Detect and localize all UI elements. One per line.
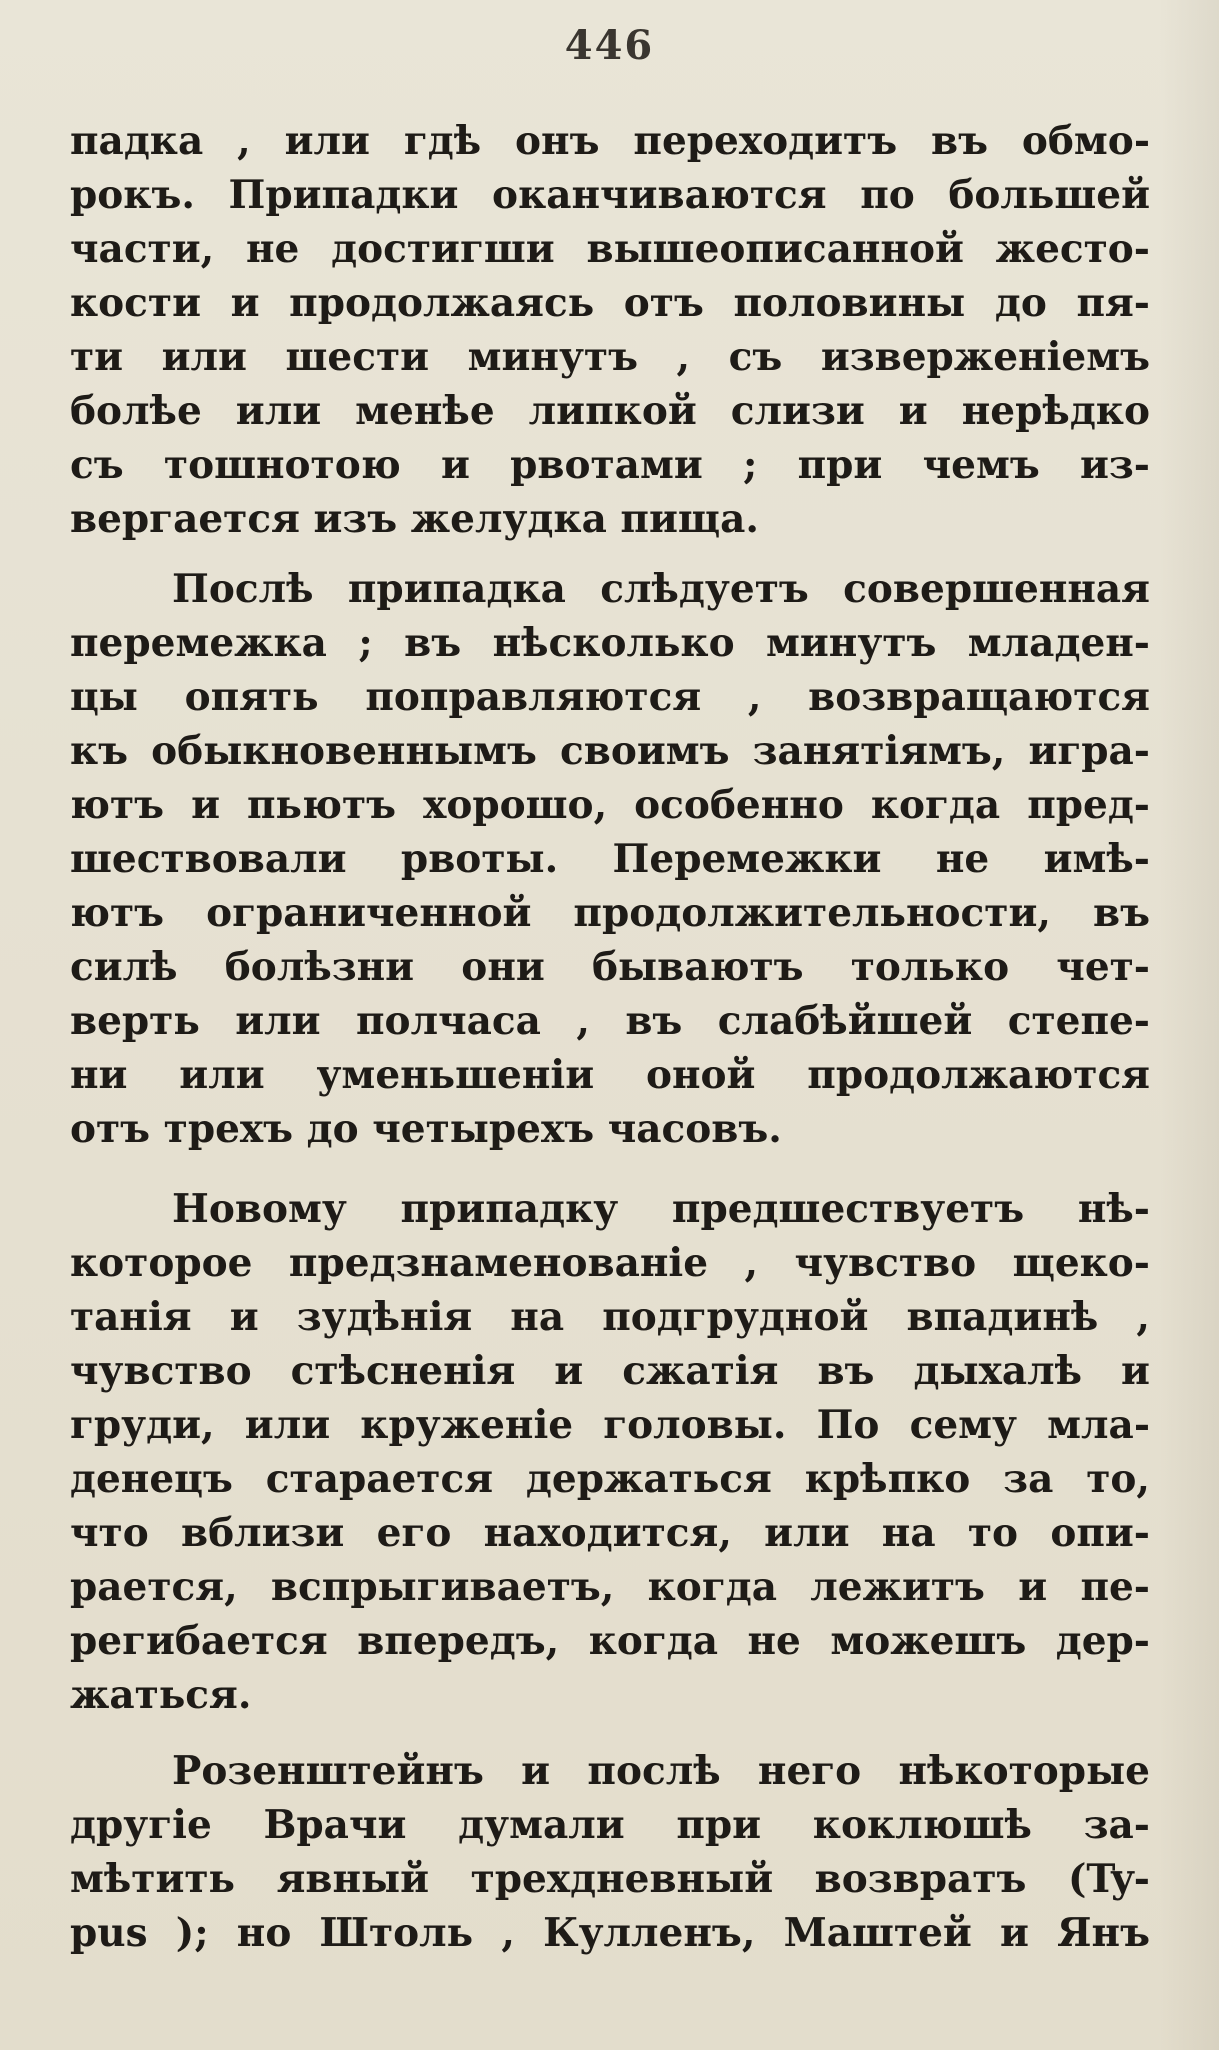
paragraph-2 bbox=[70, 562, 1150, 1156]
text-line: перемежка ; въ нѣсколько минутъ младен- bbox=[70, 620, 1150, 666]
paragraph-4 bbox=[70, 1744, 1150, 1960]
text-line: которое предзнаменованіе , чувство щеко- bbox=[70, 1240, 1150, 1286]
text-line: ютъ ограниченной продолжительности, въ bbox=[70, 890, 1150, 936]
text-line: ти или шести минутъ , съ изверженіемъ bbox=[70, 334, 1150, 380]
text-line: жаться. bbox=[70, 1672, 252, 1718]
text-line: денецъ старается держаться крѣпко за то, bbox=[70, 1456, 1150, 1502]
text-line: цы опять поправляются , возвращаются bbox=[70, 674, 1150, 720]
text-line: силѣ болѣзни они бываютъ только чет- bbox=[70, 944, 1150, 990]
text-line: къ обыкновеннымъ своимъ занятіямъ, игра- bbox=[70, 728, 1150, 774]
text-line: pus ); но Штоль , Кулленъ, Маштей и Янъ bbox=[70, 1910, 1150, 1956]
text-line: что вблизи его находится, или на то опи- bbox=[70, 1510, 1150, 1556]
text-line: падка , или гдѣ онъ переходитъ въ обмо- bbox=[70, 118, 1150, 164]
text-line: верть или полчаса , въ слабѣйшей степе- bbox=[70, 998, 1150, 1044]
text-line: чувство стѣсненія и сжатія въ дыхалѣ и bbox=[70, 1348, 1150, 1394]
text-line: Розенштейнъ и послѣ него нѣкоторые bbox=[172, 1748, 1150, 1794]
text-line: другіе Врачи думали при коклюшѣ за- bbox=[70, 1802, 1150, 1848]
page-text bbox=[70, 114, 1150, 1960]
text-line: рокъ. Припадки оканчиваются по большей bbox=[70, 172, 1150, 218]
text-line: танія и зудѣнія на подгрудной впадинѣ , bbox=[70, 1294, 1150, 1340]
paragraph-3 bbox=[70, 1182, 1150, 1722]
text-line: ютъ и пьютъ хорошо, особенно когда пред- bbox=[70, 782, 1150, 828]
text-line: отъ трехъ до четырехъ часовъ. bbox=[70, 1106, 782, 1152]
text-line: регибается впередъ, когда не можешъ дер- bbox=[70, 1618, 1150, 1664]
text-line: рается, вспрыгиваетъ, когда лежитъ и пе- bbox=[70, 1564, 1150, 1610]
text-line: болѣе или менѣе липкой слизи и нерѣдко bbox=[70, 388, 1150, 434]
text-line: Новому припадку предшествуетъ нѣ- bbox=[172, 1186, 1150, 1232]
page-number: 446 bbox=[564, 22, 655, 69]
text-line: Послѣ припадка слѣдуетъ совершенная bbox=[172, 566, 1150, 612]
text-line: ни или уменьшеніи оной продолжаются bbox=[70, 1052, 1150, 1098]
text-line: части, не достигши вышеописанной жесто- bbox=[70, 226, 1150, 272]
text-line: вергается изъ желудка пища. bbox=[70, 496, 759, 542]
text-line: съ тошнотою и рвотами ; при чемъ из- bbox=[70, 442, 1150, 488]
text-line: кости и продолжаясь отъ половины до пя- bbox=[70, 280, 1150, 326]
text-line: мѣтить явный трехдневный возвратъ (Ty- bbox=[70, 1856, 1150, 1902]
text-line: шествовали рвоты. Перемежки не имѣ- bbox=[70, 836, 1150, 882]
text-line: груди, или круженіе головы. По сему мла- bbox=[70, 1402, 1150, 1448]
paragraph-1 bbox=[70, 114, 1150, 546]
